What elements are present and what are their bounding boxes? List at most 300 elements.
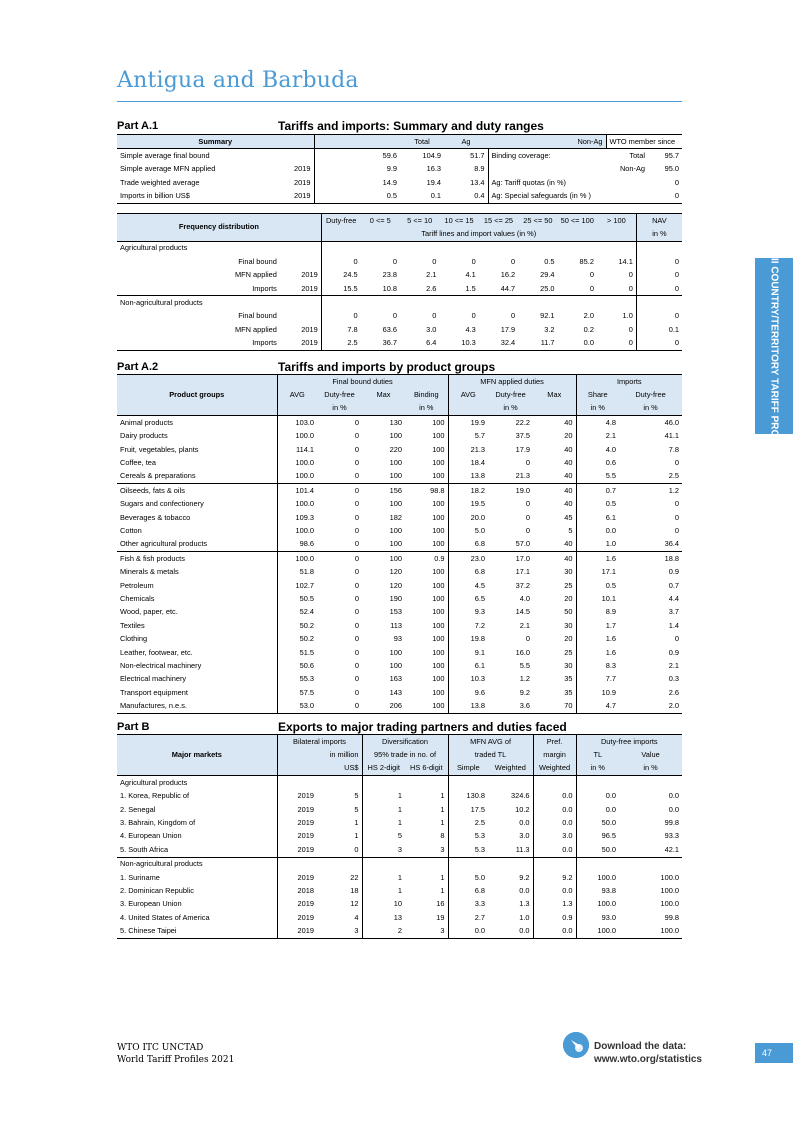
summary-header-total: Total [400,135,444,149]
market-value: 1 [440,885,445,895]
group-value: 0.9 [405,552,448,566]
freq-col-header: 25 <= 50 [518,214,557,228]
groups-row [117,592,682,605]
market-value: 0 [317,843,362,857]
freq-blank [361,241,400,255]
freq-blank [400,296,439,310]
group-value: 0 [354,431,359,441]
group-value: 100 [405,699,448,713]
group-value: 0 [354,444,359,454]
summary-header-fill [358,135,400,149]
group-value: 0 [317,470,362,484]
summary-nonag: 13.4 [444,176,488,189]
group-value: 14.5 [515,607,531,617]
markets-header-weighted: Weighted [488,762,533,776]
group-value: 0 [525,458,531,468]
group-value: 0.5 [605,580,617,590]
freq-row [117,337,682,351]
freq-header-row [117,214,682,228]
markets-header-in1: in % [576,762,619,776]
markets-header-bilateral3: US$ [277,762,362,776]
group-value: 4.7 [576,699,619,713]
group-value: 20 [533,632,576,645]
group-value: 4.0 [519,593,531,603]
group-value: 40 [533,470,576,484]
markets-blank [405,857,448,871]
group-value: 0.3 [668,674,680,684]
group-name: Wood, paper, etc. [120,607,178,617]
markets-blank [405,776,448,790]
freq-value: 11.7 [518,337,557,351]
summary-ag: 19.4 [426,177,441,187]
group-value: 51.8 [277,565,317,578]
groups-col-header: Max [362,388,405,401]
group-value: 50.2 [277,619,317,632]
freq-col-header: 50 <= 100 [558,214,597,228]
freq-value: 92.1 [540,311,555,321]
market-name: 4. European Union [120,831,182,841]
group-name: Oilseeds, fats & oils [117,484,277,498]
summary-row [117,149,682,163]
group-name: Textiles [120,620,145,630]
group-value: 8.3 [605,660,617,670]
market-value: 0.0 [576,803,619,816]
summary-right-sub [606,176,648,189]
group-value: 0 [674,525,680,535]
group-value: 0 [354,687,359,697]
group-value: 0 [525,499,531,509]
group-value: 0 [354,593,359,603]
market-value: 93.8 [576,884,619,897]
group-value: 0 [354,525,359,535]
market-value: 1 [354,818,359,828]
market-name: 3. European Union [120,899,182,909]
group-value: 153 [389,607,402,617]
group-value: 4.8 [605,417,617,427]
freq-value: 0 [511,256,516,266]
group-value: 113 [390,620,402,630]
market-value: 18 [350,885,359,895]
market-value: 5 [354,804,359,814]
freq-value: 0 [636,337,682,351]
summary-right-label: Ag: Tariff quotas (in %) [491,177,566,187]
summary-total: 14.9 [382,177,397,187]
groups-row [117,699,682,713]
group-value: 40 [533,498,576,511]
freq-row-label: MFN applied [234,324,277,334]
market-value: 2019 [277,911,317,924]
market-value: 99.8 [664,818,680,828]
group-name: Coffee, tea [120,458,157,468]
group-value: 19.5 [470,499,486,509]
group-value: 0 [674,634,680,644]
group-value: 0 [354,512,359,522]
market-value: 100.0 [576,898,619,911]
markets-blank [488,776,533,790]
group-value: 100 [405,565,448,578]
markets-blank [619,776,682,790]
group-value: 7.8 [668,444,680,454]
freq-value: 2.1 [426,270,437,280]
groups-header-title: Product groups [117,375,277,416]
group-value: 30 [533,659,576,672]
summary-right-sub [606,190,648,204]
market-value: 8 [440,831,445,841]
market-value: 100.0 [576,924,619,938]
group-value: 100 [362,538,405,552]
group-value: 100.0 [277,524,317,537]
freq-row-label: Imports [117,337,283,351]
freq-value: 3.2 [544,324,555,334]
groups-row [117,606,682,619]
market-value: 9.2 [533,871,576,884]
market-value: 0.0 [576,790,619,803]
summary-right-sub: Non-Ag [619,164,645,174]
group-value: 19.9 [470,417,486,427]
freq-blank [479,296,518,310]
group-value: 17.1 [515,567,531,577]
freq-value: 6.4 [400,337,439,351]
summary-row-label: Simple average final bound [120,151,210,161]
group-value: 40 [533,416,576,430]
freq-row-label: Final bound [238,256,277,266]
market-value: 10.2 [515,804,530,814]
group-name: Chemicals [120,593,155,603]
summary-right-value: 95.7 [664,151,680,161]
market-value: 96.5 [576,830,619,843]
footer-org-line2: World Tariff Profiles 2021 [117,1055,235,1065]
group-value: 100 [389,458,402,468]
market-value: 1 [440,818,445,828]
group-value: 100 [405,686,448,699]
freq-value: 0 [597,337,636,351]
markets-header-dfi: Duty-free imports [576,735,682,749]
markets-blank [317,776,362,790]
group-value: 100 [389,431,402,441]
market-value: 100.0 [619,924,682,938]
group-value: 40 [533,443,576,456]
markets-blank [533,776,576,790]
market-value: 100.0 [576,871,619,884]
group-name: Fruit, vegetables, plants [120,444,199,454]
market-value: 1 [362,816,405,829]
market-value: 3.3 [448,898,488,911]
freq-row-year: 2019 [301,270,318,280]
groups-col-subheader [362,402,405,416]
freq-blank [518,241,557,255]
group-value: 40 [533,538,576,552]
market-value: 1.3 [533,898,576,911]
groups-col-subheader [448,402,488,416]
download-line1: Download the data: [594,1041,687,1052]
group-value: 70 [533,699,576,713]
group-value: 35 [533,686,576,699]
group-value: 0 [674,458,680,468]
group-value: 50.6 [277,659,317,672]
freq-row-label: Imports [252,283,277,293]
market-value: 10 [362,898,405,911]
group-value: 1.6 [605,634,617,644]
summary-right-value: 0 [674,177,680,187]
group-value: 5.5 [576,470,619,484]
freq-value: 0 [321,255,360,268]
markets-blank [362,857,405,871]
freq-row-year [283,310,321,323]
market-value: 1 [362,790,405,803]
market-value: 3.0 [533,830,576,843]
footer-publisher [117,1042,234,1066]
freq-value: 0 [392,311,397,321]
markets-row [117,911,682,924]
freq-row [117,310,682,323]
freq-blank [321,296,360,310]
market-value: 16 [436,899,445,909]
group-value: 100 [405,659,448,672]
group-value: 55.3 [277,673,317,686]
group-name: Electrical machinery [120,674,187,684]
markets-header-pref: Pref. [533,735,576,749]
market-name: 1. Korea, Republic of [120,791,190,801]
group-value: 50.2 [277,632,317,645]
download-icon[interactable] [563,1032,589,1058]
groups-col-header: Duty-free [619,388,682,401]
part-a2-label: Part A.2 [117,361,159,373]
summary-right-sub: Total [629,151,645,161]
group-value: 1.0 [576,538,619,552]
group-value: 120 [389,567,402,577]
market-value: 0.0 [668,791,680,801]
freq-value: 16.2 [500,270,516,280]
groups-row [117,484,682,498]
group-name: Cotton [120,525,142,535]
group-value: 2.1 [519,620,531,630]
group-value: 0 [317,484,362,498]
summary-row [117,176,682,189]
markets-row [117,884,682,897]
market-value: 1 [362,803,405,816]
group-value: 6.1 [474,660,486,670]
group-value: 17.1 [601,567,617,577]
group-value: 0.0 [605,525,617,535]
freq-col-header: 5 <= 10 [400,214,439,228]
freq-row-year: 2019 [301,283,318,293]
freq-col-header: NAV [636,214,682,228]
markets-header-value: Value [619,748,682,761]
freq-value: 0 [674,311,679,321]
markets-header-pref2: margin [533,748,576,761]
group-value: 100 [405,579,448,592]
markets-header-bilateral2: in million [277,748,362,761]
markets-row [117,830,682,843]
groups-row [117,673,682,686]
freq-value: 0.0 [558,337,597,351]
group-value: 0 [354,620,359,630]
group-value: 0 [354,458,359,468]
freq-blank [597,241,636,255]
group-value: 100 [405,456,448,469]
freq-value: 0 [589,270,594,280]
group-value: 0.9 [668,647,680,657]
market-value: 93.0 [576,911,619,924]
group-value: 37.5 [515,431,531,441]
summary-row-label: Imports in billion US$ [117,190,277,204]
group-value: 220 [389,444,402,454]
group-value: 100 [389,660,402,670]
freq-col-header: Duty-free [321,214,360,228]
group-value: 100 [389,499,402,509]
group-value: 100 [405,498,448,511]
group-value: 0 [354,660,359,670]
group-name: Manufactures, n.e.s. [117,699,277,713]
market-value: 5.3 [448,830,488,843]
freq-col-header: 0 <= 5 [361,214,400,228]
freq-row-label: Final bound [238,311,277,321]
freq-blank [400,241,439,255]
group-value: 114.1 [277,443,317,456]
groups-col-header: Max [533,388,576,401]
freq-value: 1.0 [597,310,636,323]
summary-header-nonag: Non-Ag [488,135,606,149]
freq-value: 0 [597,323,636,336]
group-value: 100.0 [277,498,317,511]
market-value: 19 [436,912,445,922]
market-value: 130.8 [448,790,488,803]
freq-row [117,269,682,282]
market-value: 1 [362,871,405,884]
group-value: 18.2 [448,484,488,498]
summary-header: Summary [117,135,314,149]
freq-value: 10.8 [382,283,397,293]
group-value: 50 [533,606,576,619]
footer-org-line1: WTO ITC UNCTAD [117,1043,204,1053]
freq-value: 15.5 [321,282,360,296]
market-name: 3. Bahrain, Kingdom of [120,818,196,828]
groups-header-imports: Imports [576,375,682,389]
markets-header-hs6: HS 6-digit [405,762,448,776]
group-name: Clothing [120,634,148,644]
markets-row [117,843,682,857]
group-value: 156 [362,484,405,498]
markets-header-simple: Simple [448,762,488,776]
group-value: 4.0 [605,444,617,454]
freq-value: 0 [321,310,360,323]
freq-blank [361,296,400,310]
markets-blank [277,776,317,790]
group-value: 57.5 [277,686,317,699]
group-value: 0 [525,634,531,644]
freq-value: 24.5 [321,269,360,282]
group-value: 101.4 [277,484,317,498]
group-value: 6.1 [605,512,617,522]
group-value: 6.8 [448,538,488,552]
group-value: 102.7 [277,579,317,592]
group-value: 0 [525,525,531,535]
market-name: 5. South Africa [117,843,277,857]
freq-value: 44.7 [500,283,516,293]
group-value: 10.3 [470,674,486,684]
market-value: 3.0 [519,831,530,841]
freq-value: 85.2 [579,256,594,266]
freq-blank [321,241,360,255]
groups-row [117,538,682,552]
market-value: 0.9 [533,911,576,924]
freq-value: 0.1 [668,324,679,334]
groups-col-header: Duty-free [488,388,533,401]
summary-right-value: 95.0 [664,164,680,174]
market-value: 0.0 [488,924,533,938]
market-value: 2018 [277,884,317,897]
summary-total: 9.9 [386,164,397,174]
group-value: 0 [354,580,359,590]
group-name: Cereals & preparations [117,470,277,484]
group-value: 0.6 [605,458,617,468]
group-value: 100 [405,416,448,430]
market-value: 1 [354,831,359,841]
groups-row [117,443,682,456]
freq-col-header: 10 <= 15 [439,214,478,228]
freq-value: 0 [674,270,679,280]
freq-value: 0 [674,256,679,266]
group-value: 13.8 [448,699,488,713]
group-value: 37.2 [515,580,531,590]
group-value: 10.1 [601,593,617,603]
groups-row [117,470,682,484]
group-value: 40 [533,456,576,469]
group-value: 5 [533,524,576,537]
markets-blank [576,857,619,871]
market-value: 93.3 [664,831,680,841]
group-name: Dairy products [120,431,168,441]
title-rule [117,101,682,102]
freq-value: 2.6 [426,283,437,293]
group-value: 9.1 [474,647,486,657]
summary-ag: 16.3 [426,164,441,174]
markets-header-hs2: HS 2-digit [362,762,405,776]
market-value: 1 [362,884,405,897]
download-link[interactable] [594,1040,702,1066]
summary-ag: 104.9 [422,151,441,161]
group-value: 18.8 [619,552,682,566]
freq-blank [597,296,636,310]
market-value: 1.3 [519,899,530,909]
markets-blank [362,776,405,790]
summary-row-year: 2019 [277,190,314,204]
summary-row-label: Trade weighted average [120,177,200,187]
groups-row [117,416,682,430]
group-value: 0 [354,417,359,427]
market-value: 11.3 [488,843,533,857]
markets-blank [576,776,619,790]
download-url[interactable]: www.wto.org/statistics [594,1054,702,1065]
side-tab-label: II COUNTRY/TERRITORY TARIFF PROFILES [768,258,780,466]
market-value: 100.0 [660,885,680,895]
group-name: Fish & fish products [117,552,277,566]
groups-col-subheader: in % [488,402,533,416]
market-value: 99.8 [664,912,680,922]
market-value: 6.8 [448,884,488,897]
group-value: 17.0 [488,552,533,566]
market-value: 5.3 [448,843,488,857]
group-value: 0 [354,647,359,657]
summary-row-year: 2019 [294,164,311,174]
markets-blank [277,857,317,871]
group-value: 40 [533,484,576,498]
product-groups-table [117,374,682,714]
freq-col-header: > 100 [597,214,636,228]
group-value: 2.0 [619,699,682,713]
groups-col-subheader [277,402,317,416]
group-name: Non-electrical machinery [120,660,202,670]
